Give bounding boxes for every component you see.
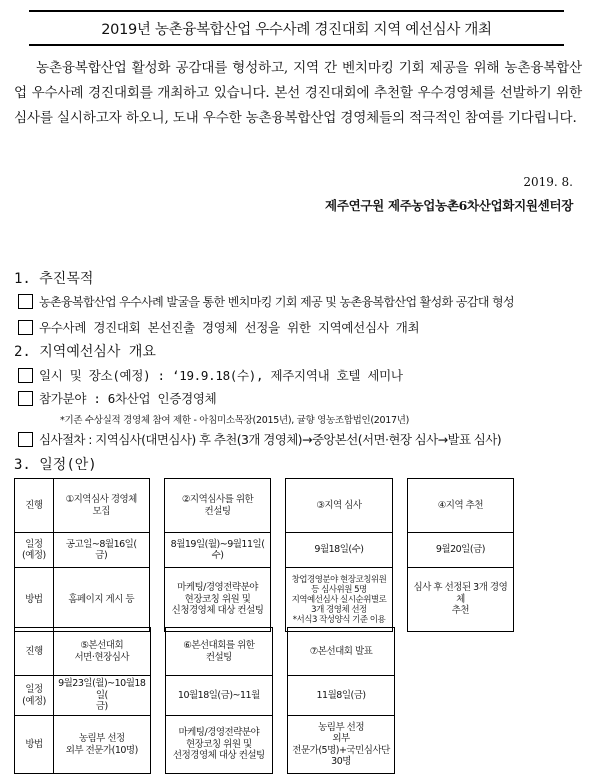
purpose-item-text: 농촌융복합산업 우수사례 발굴을 통한 벤치마킹 기회 제공 및 농촌융복합산업 활성화 공감대 형성 [39, 295, 515, 309]
step-cell: ⑤본선대회 서면·현장심사 [54, 628, 151, 676]
section-3-heading: 3. 일정(안) [14, 457, 97, 473]
method-cell: 마케팅/경영전략분야 현장코칭 위원 및 신청경영체 대상 컨설팅 [164, 568, 270, 632]
section-1-heading: 1. 추진목적 [14, 271, 94, 287]
purpose-item-text: 우수사례 경진대회 본선진출 경영체 선정을 위한 지역예선심사 개최 [39, 320, 420, 335]
title-text: 2019년 농촌융복합산업 우수사례 경진대회 지역 예선심사 개최 [101, 21, 492, 38]
checkbox-icon [18, 320, 33, 335]
purpose-item-2 [18, 318, 419, 336]
document-title [29, 10, 564, 46]
overview-item-2 [18, 389, 216, 407]
issue-date: 2019. 8. [523, 175, 573, 189]
table-row [15, 533, 514, 568]
table-row [15, 676, 395, 716]
method-cell: 마케팅/경영전략분야 현장코칭 위원 및 선정경영체 대상 컨설팅 [165, 716, 272, 774]
intro-paragraph: 농촌융복합산업 활성화 공감대를 형성하고, 지역 간 벤치마킹 기회 제공을 위해 농촌융복합산업 우수사례 경진대회를 개최하고 있습니다. 본선 경진대회에 추천할 우수경영체를 선발하기 위한 심사를 실시하고자 하오니, 도내 우수한 농촌융복합산업 경영체들의 적극적인 참여를 기다립니다. [14, 60, 582, 126]
overview-note: *기존 수상실적 경영체 참여 제한 - 아침미소목장(2015년), 귤향 영농조합법인(2017년) [60, 415, 410, 426]
step-cell: ⑦본선대회 발표 [288, 628, 395, 676]
overview-item-3 [18, 430, 501, 448]
row-label: 진행 [15, 628, 54, 676]
table-row [15, 479, 514, 533]
section-2-heading: 2. 지역예선심사 개요 [14, 344, 156, 360]
schedule-cell: 9월23일(월)~10월18일( 금) [54, 676, 151, 716]
schedule-table-1 [14, 478, 514, 632]
checkbox-icon [18, 368, 33, 383]
method-cell: 농림부 선정 외부 전문가(10명) [54, 716, 151, 774]
table-row [15, 628, 395, 676]
overview-item-text: 일시 및 장소(예정) : ‘19.9.18(수), 제주지역내 호텔 세미나 [39, 368, 403, 383]
checkbox-icon [18, 432, 33, 447]
checkbox-icon [18, 391, 33, 406]
method-cell: 창업경영분야 현장코칭위원 등 심사위원 5명 지역예선심사 실시순위별로 3개 경영체 선정 *서식3 작성양식 기준 이용 [286, 568, 392, 632]
table-row [15, 568, 514, 632]
purpose-item-1 [18, 293, 514, 310]
step-cell: ②지역심사를 위한 컨설팅 [164, 479, 270, 533]
step-cell: ⑥본선대회를 위한 컨설팅 [165, 628, 272, 676]
method-cell: 농림부 선정 외부 전문가(5명)+국민심사단 30명 [288, 716, 395, 774]
schedule-cell: 8월19일(월)~9월11일( 수) [164, 533, 270, 568]
step-cell: ①지역심사 경영체 모집 [53, 479, 149, 533]
step-cell: ④지역 추천 [407, 479, 513, 533]
step-cell: ③지역 심사 [286, 479, 392, 533]
row-label: 진행 [15, 479, 54, 533]
issuing-organization: 제주연구원 제주농업농촌6차산업화지원센터장 [325, 198, 573, 213]
schedule-cell: 9월18일(수) [286, 533, 392, 568]
overview-item-text: 심사절차 : 지역심사(대면심사) 후 추천(3개 경영체)→중앙본선(서면·현장 심사→발표 심사) [39, 432, 502, 447]
schedule-cell: 9월20일(금) [407, 533, 513, 568]
overview-item-1 [18, 366, 403, 384]
method-cell: 심사 후 선정된 3개 경영체 추천 [407, 568, 513, 632]
row-label: 방법 [15, 716, 54, 774]
overview-item-text: 참가분야 : 6차산업 인증경영체 [39, 391, 217, 406]
row-label: 방법 [15, 568, 54, 632]
schedule-cell: 10월18일(금)~11월 [165, 676, 272, 716]
row-label: 일정 (예정) [15, 533, 54, 568]
row-label: 일정 (예정) [15, 676, 54, 716]
table-row [15, 716, 395, 774]
schedule-cell: 11월8일(금) [288, 676, 395, 716]
schedule-table-2 [14, 627, 395, 774]
method-cell: 홈페이지 게시 등 [53, 568, 149, 632]
checkbox-icon [18, 294, 33, 309]
schedule-cell: 공고일~8월16일( 금) [53, 533, 149, 568]
